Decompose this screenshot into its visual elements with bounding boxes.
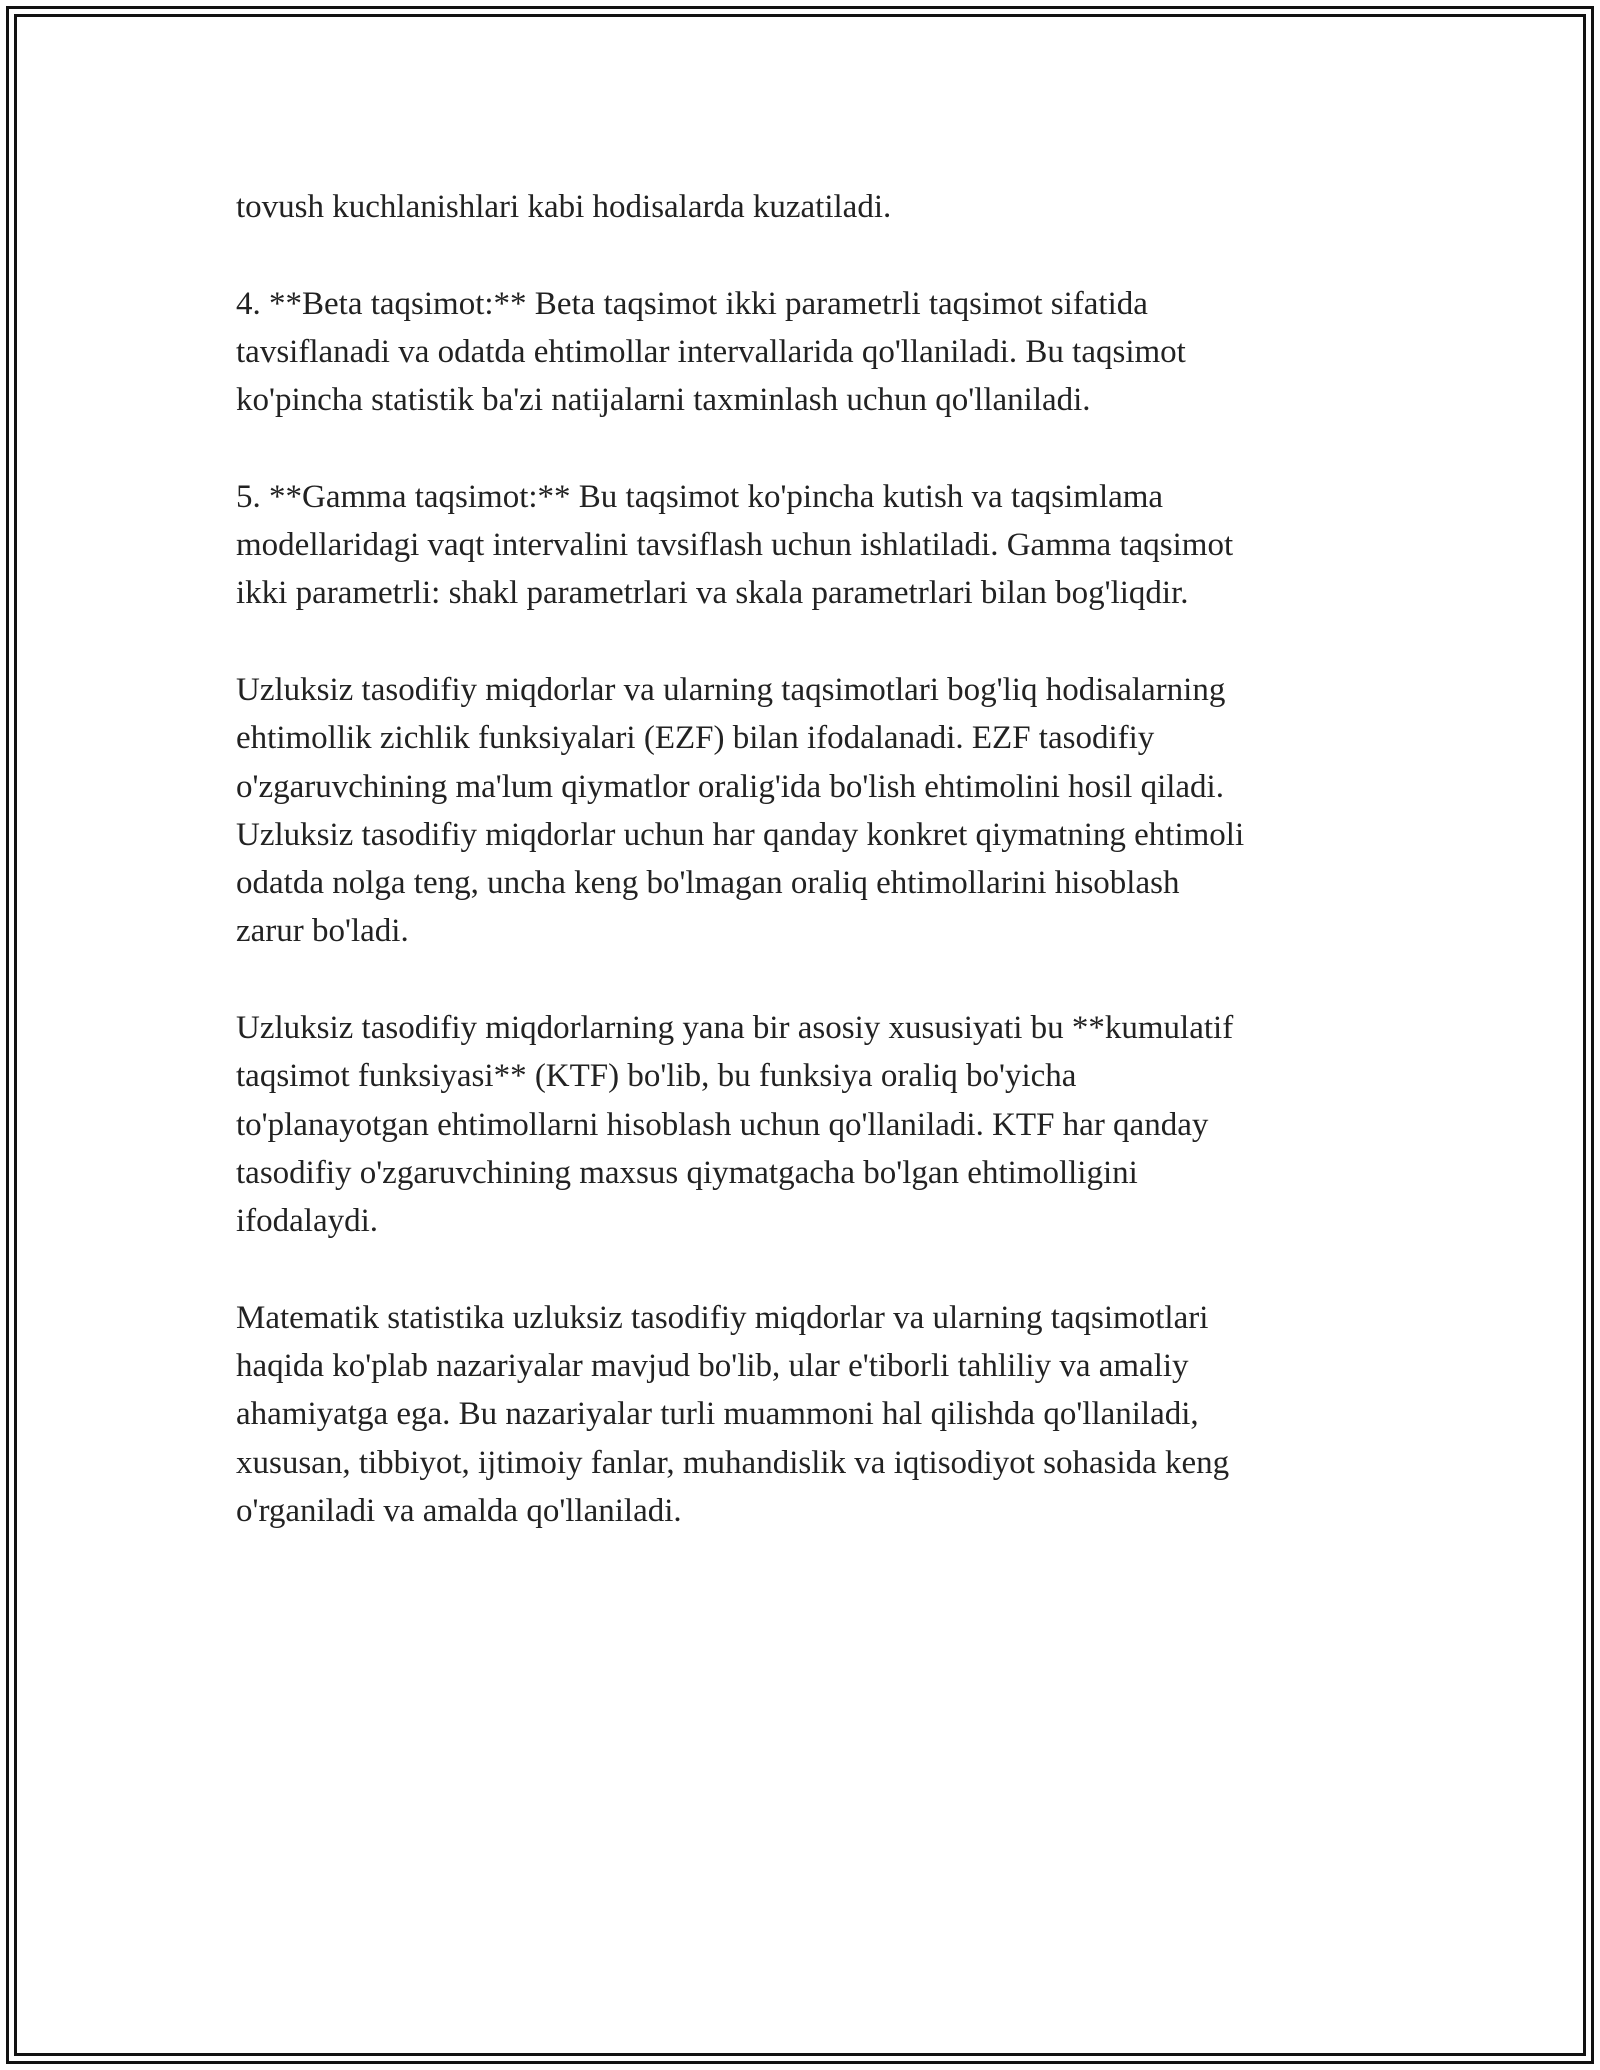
paragraph-gamma-distribution: 5. **Gamma taqsimot:** Bu taqsimot ko'pincha kutish va taqsimlama modellaridagi vaqt intervalini tavsiflash uchun ishlatiladi. Gamma taqsimot ikki parametrli: shakl parametrlari va skala parametrlari bilan bog'liqdir.	[236, 478, 1234, 612]
paragraph-cumulative-distribution: Uzluksiz tasodifiy miqdorlarning yana bir asosiy xususiyati bu **kumulatif taqsimot funksiyasi** (KTF) bo'lib, bu funksiya oraliq bo'yicha to'planayotgan ehtimollarni hisoblash uchun qo'llaniladi. KTF har qanday tasodifiy o'zgaruvchining maxsus qiymatgacha bo'lgan ehtimolligini ifodalaydi.	[236, 1010, 1234, 1240]
paragraph-applications: Matematik statistika uzluksiz tasodifiy miqdorlar va ularning taqsimotlari haqida ko'plab nazariyalar mavjud bo'lib, ular e'tiborli tahliliy va amaliy ahamiyatga ega. Bu nazariyalar turli muammoni hal qilishda qo'llaniladi, xususan, tibbiyot, ijtimoiy fanlar, muhandislik va iqtisodiyot sohasida keng o'rganiladi va amalda qo'llaniladi.	[236, 1299, 1230, 1530]
paragraph-beta-distribution: 4. **Beta taqsimot:** Beta taqsimot ikki parametrli taqsimot sifatida tavsiflanadi va odatda ehtimollar intervallarida qo'llaniladi. Bu taqsimot ko'pincha statistik ba'zi natijalarni taxminlash uchun qo'llaniladi.	[236, 285, 1186, 419]
paragraph-continuation: tovush kuchlanishlari kabi hodisalarda kuzatiladi.	[236, 189, 892, 225]
document-body	[236, 183, 1366, 1584]
paragraph-density-functions: Uzluksiz tasodifiy miqdorlar va ularning taqsimotlari bog'liq hodisalarning ehtimollik zichlik funksiyalari (EZF) bilan ifodalanadi. EZF tasodifiy o'zgaruvchining ma'lum qiymatlor oralig'ida bo'lish ehtimolini hosil qiladi. Uzluksiz tasodifiy miqdorlar uchun har qanday konkret qiymatning ehtimoli odatda nolga teng, uncha keng bo'lmagan oraliq ehtimollarini hisoblash zarur bo'ladi.	[236, 671, 1245, 950]
